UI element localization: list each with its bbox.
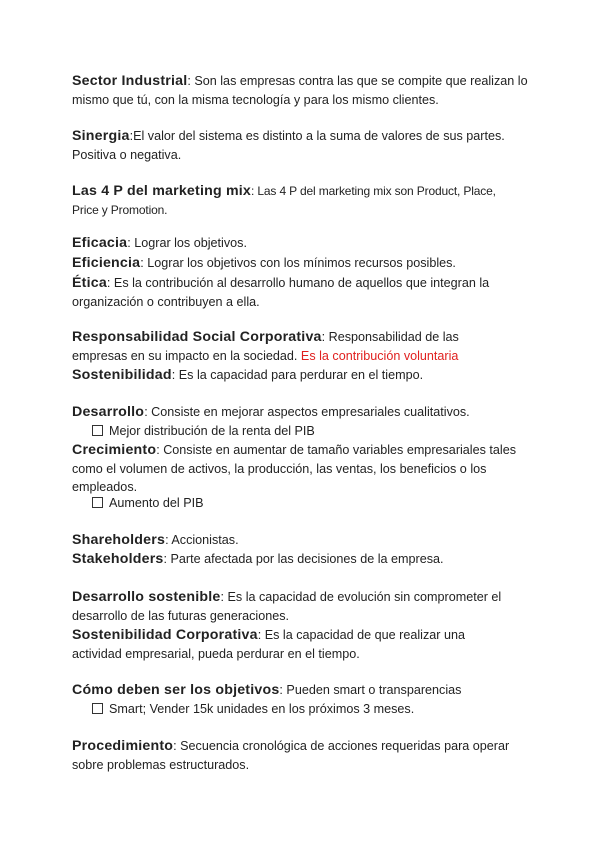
definition-desarrollo: : Consiste en mejorar aspectos empresariales cualitativos. bbox=[144, 405, 470, 419]
term-sostenibilidad-corporativa: Sostenibilidad Corporativa bbox=[72, 627, 258, 643]
entry-crecimiento bbox=[72, 441, 522, 497]
definition-rsc: : Responsabilidad de las empresas en su impacto en la sociedad. bbox=[72, 330, 459, 363]
term-shareholders: Shareholders bbox=[72, 532, 166, 548]
entry-stakeholders bbox=[72, 550, 532, 569]
entry-shareholders bbox=[72, 531, 532, 550]
bullet-desarrollo bbox=[92, 422, 315, 440]
definition-sostenibilidad-corporativa: : Es la capacidad de que realizar una actividad empresarial, pueda perdurar en el tiempo. bbox=[72, 628, 465, 661]
definition-procedimiento: : Secuencia cronológica de acciones requeridas para operar sobre problemas estructurados. bbox=[72, 739, 510, 772]
term-objetivos: Cómo deben ser los objetivos bbox=[72, 682, 280, 698]
definition-shareholders: : Accionistas. bbox=[165, 533, 239, 547]
term-rsc: Responsabilidad Social Corporativa bbox=[72, 329, 322, 345]
term-procedimiento: Procedimiento bbox=[72, 738, 174, 754]
term-stakeholders: Stakeholders bbox=[72, 551, 164, 567]
entry-las-4p bbox=[72, 182, 512, 219]
definition-rsc-highlight: Es la contribución voluntaria bbox=[300, 348, 459, 363]
term-eficiencia: Eficiencia bbox=[72, 255, 141, 271]
entry-rsc bbox=[72, 328, 487, 365]
term-sostenibilidad: Sostenibilidad bbox=[72, 367, 172, 383]
term-sinergia: Sinergia bbox=[72, 128, 130, 144]
entry-sostenibilidad-corporativa bbox=[72, 626, 502, 663]
entry-desarrollo-sostenible bbox=[72, 588, 522, 625]
definition-sector-industrial: : Son las empresas contra las que se compite que realizan lo mismo que tú, con la misma tecnología y para los mismo clientes. bbox=[72, 74, 528, 107]
term-crecimiento: Crecimiento bbox=[72, 442, 157, 458]
checkbox-square-icon bbox=[92, 703, 103, 714]
term-etica: Ética bbox=[72, 275, 107, 291]
entry-eficacia bbox=[72, 234, 532, 253]
bullet-objetivos bbox=[92, 700, 414, 718]
entry-etica bbox=[72, 274, 512, 311]
entry-objetivos bbox=[72, 681, 532, 700]
definition-desarrollo-sostenible: : Es la capacidad de evolución sin comprometer el desarrollo de las futuras generaciones. bbox=[72, 590, 502, 623]
term-las-4p: Las 4 P del marketing mix bbox=[72, 183, 252, 199]
definition-stakeholders: : Parte afectada por las decisiones de la empresa. bbox=[163, 552, 444, 566]
definition-eficacia: : Lograr los objetivos. bbox=[127, 236, 247, 250]
entry-sostenibilidad bbox=[72, 366, 532, 385]
definition-etica: : Es la contribución al desarrollo humano de aquellos que integran la organización o contribuyen a ella. bbox=[72, 276, 490, 309]
definition-sostenibilidad: : Es la capacidad para perdurar en el tiempo. bbox=[171, 368, 424, 382]
term-desarrollo: Desarrollo bbox=[72, 404, 145, 420]
definition-sinergia: :El valor del sistema es distinto a la suma de valores de sus partes. Positiva o negativa. bbox=[72, 129, 505, 162]
entry-procedimiento bbox=[72, 737, 534, 774]
checkbox-square-icon bbox=[92, 497, 103, 508]
bullet-objetivos-text: Smart; Vender 15k unidades en los próximos 3 meses. bbox=[109, 702, 415, 716]
bullet-crecimiento bbox=[92, 494, 204, 512]
term-eficacia: Eficacia bbox=[72, 235, 128, 251]
entry-eficiencia bbox=[72, 254, 532, 273]
bullet-desarrollo-text: Mejor distribución de la renta del PIB bbox=[109, 424, 315, 438]
term-desarrollo-sostenible: Desarrollo sostenible bbox=[72, 589, 221, 605]
definition-las-4p: : Las 4 P del marketing mix son Product, Place, Price y Promotion. bbox=[72, 184, 496, 217]
checkbox-square-icon bbox=[92, 425, 103, 436]
definition-objetivos: : Pueden smart o transparencias bbox=[279, 683, 462, 697]
entry-sinergia bbox=[72, 127, 532, 164]
term-sector-industrial: Sector Industrial bbox=[72, 73, 188, 89]
definition-crecimiento: : Consiste en aumentar de tamaño variables empresariales tales como el volumen de activos, la producción, las ventas, los beneficios o los empleados. bbox=[72, 443, 517, 494]
definition-eficiencia: : Lograr los objetivos con los mínimos recursos posibles. bbox=[140, 256, 456, 270]
entry-sector-industrial bbox=[72, 72, 532, 109]
entry-desarrollo bbox=[72, 403, 532, 422]
bullet-crecimiento-text: Aumento del PIB bbox=[109, 496, 204, 510]
